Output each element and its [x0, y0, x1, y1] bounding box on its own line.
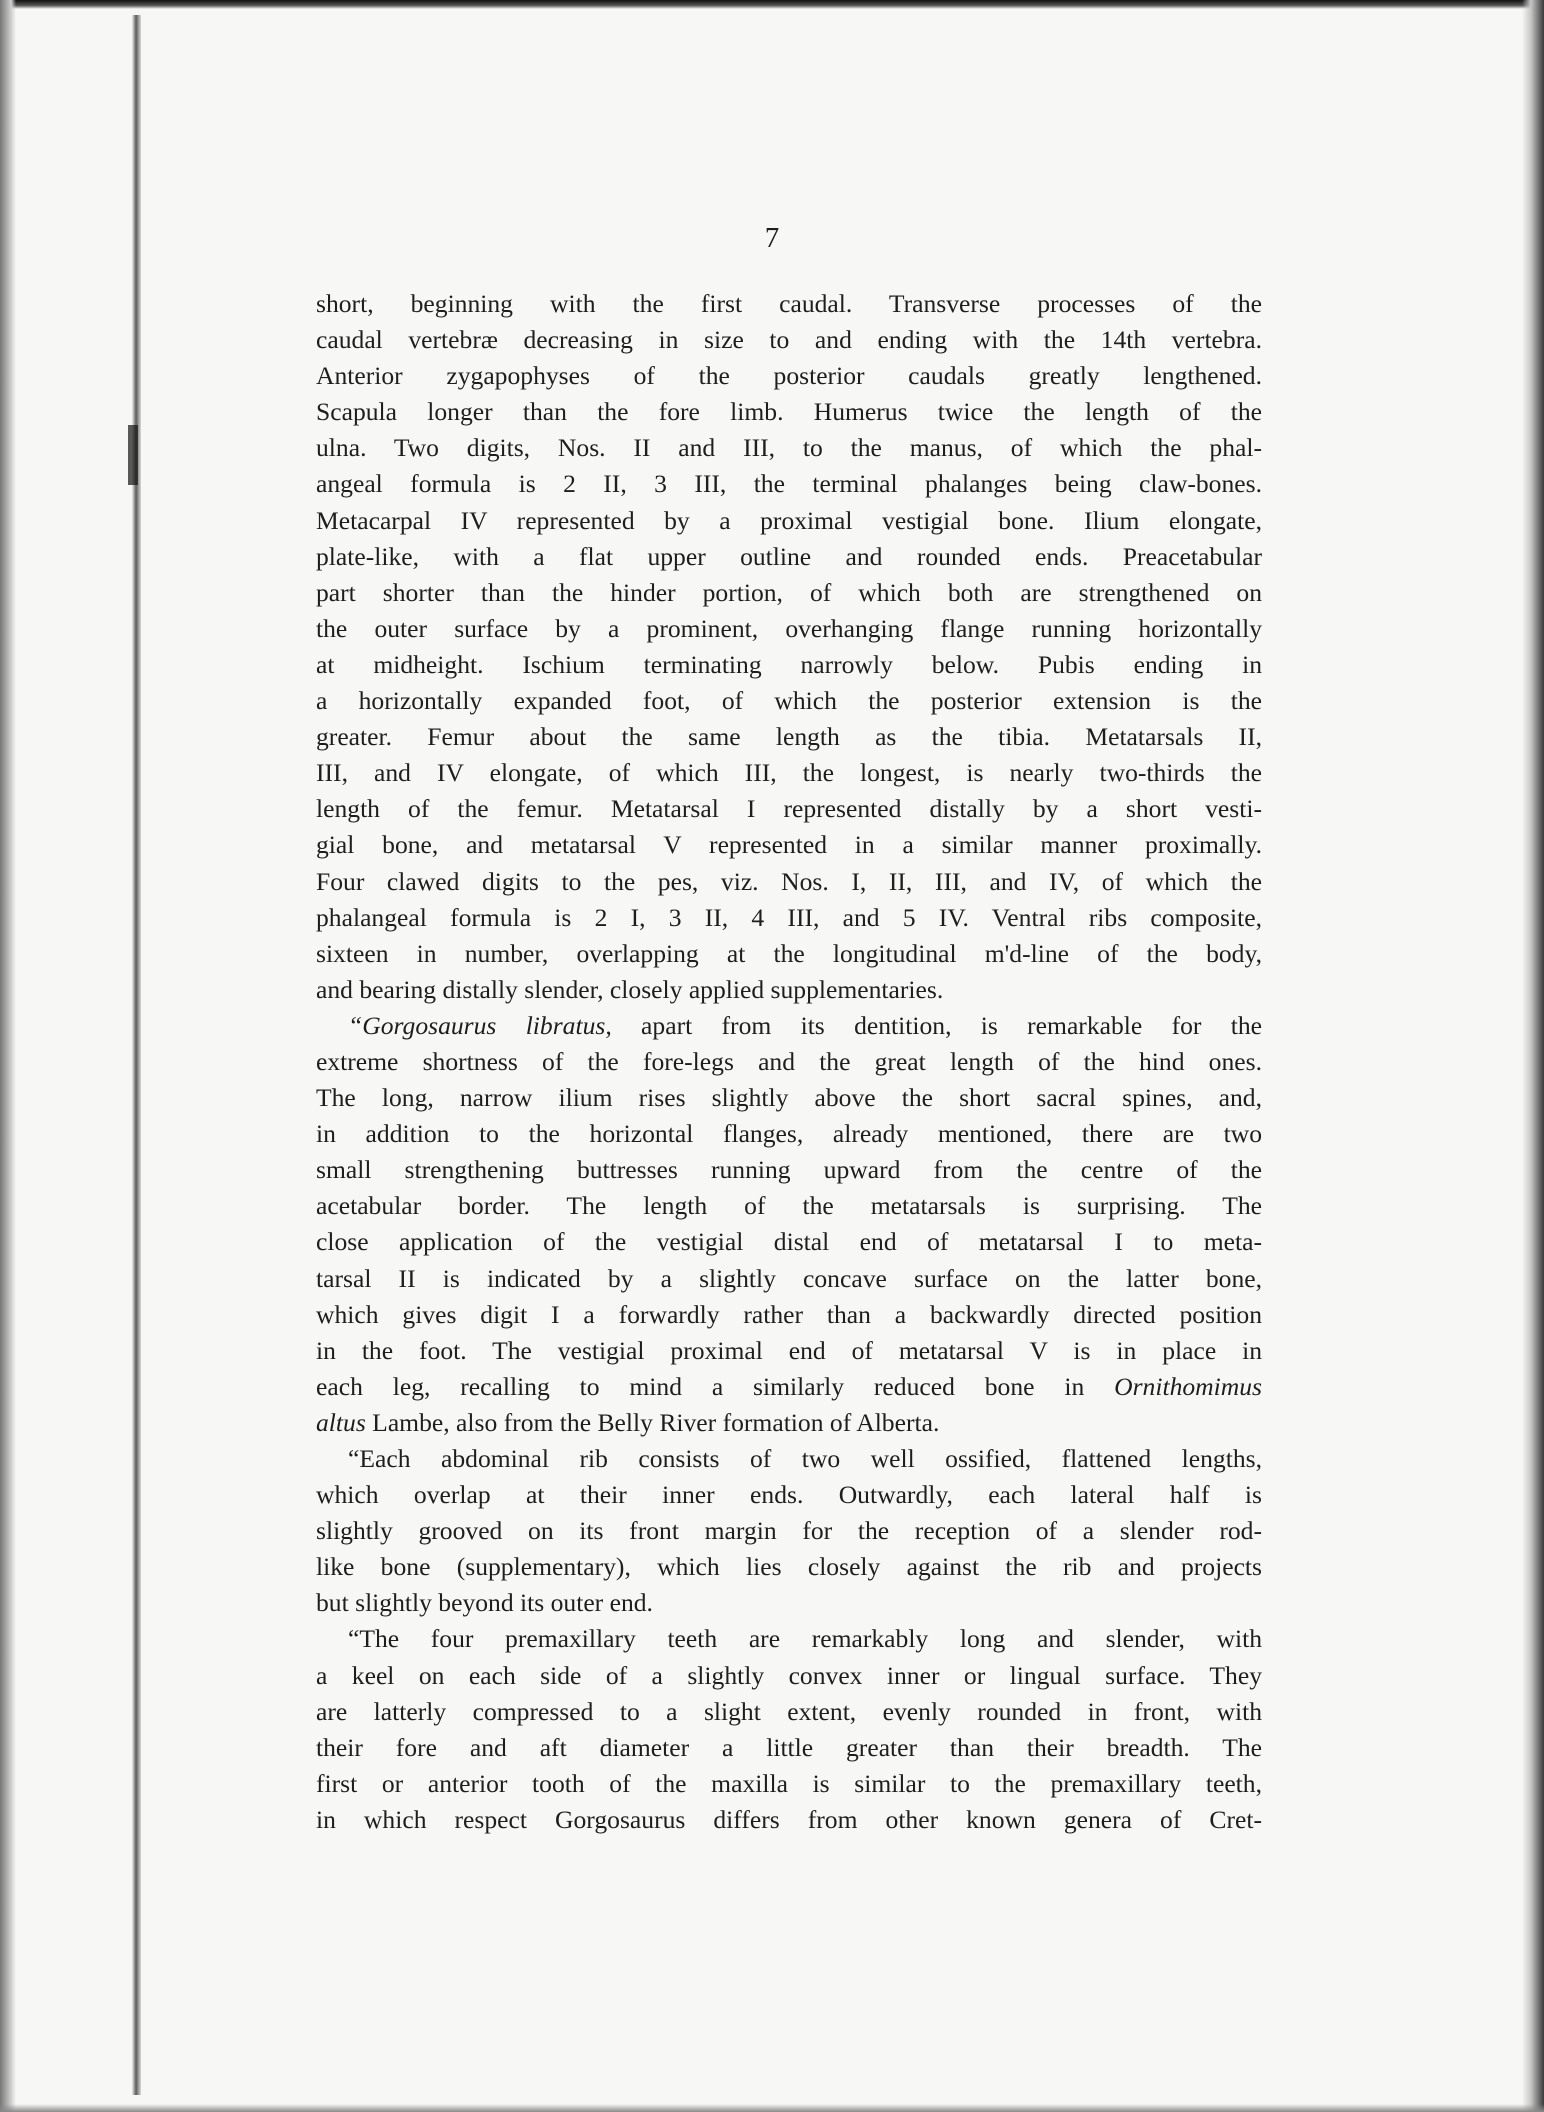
scan-edge-right — [1522, 0, 1544, 2112]
text-line: first or anterior tooth of the maxilla is similar to the premaxillary teeth, — [316, 1768, 1262, 1798]
text-line: in which respect Gorgosaurus differs from other known genera of Cret- — [316, 1804, 1262, 1834]
text-line: Metacarpal IV represented by a proximal vestigial bone. Ilium elongate, — [316, 505, 1262, 535]
text-line: gial bone, and metatarsal V represented in a similar manner proximally. — [316, 830, 1262, 860]
text-line: short, beginning with the first caudal. Transverse processes of the — [316, 289, 1262, 318]
scan-edge-bottom — [0, 2104, 1544, 2112]
text-line: are latterly compressed to a slight extent, evenly rounded in front, with — [316, 1696, 1262, 1726]
text-line: phalangeal formula is 2 I, 3 II, 4 III, and 5 IV. Ventral ribs composite, — [316, 902, 1262, 932]
text-line: a horizontally expanded foot, of which the posterior extension is the — [316, 686, 1262, 716]
italic-text: Ornithomimus — [1114, 1371, 1262, 1401]
text-line: length of the femur. Metatarsal I represented distally by a short vesti- — [316, 794, 1262, 824]
text-line: caudal vertebræ decreasing in size to and ending with the 14th vertebra. — [316, 325, 1262, 355]
text-run: each leg, recalling to mind a similarly reduced bone in — [316, 1371, 1115, 1401]
text-run: Lambe, also from the Belly River formation of Alberta. — [365, 1407, 940, 1437]
text-line: like bone (supplementary), which lies closely against the rib and projects — [316, 1552, 1262, 1582]
text-line: which gives digit I a forwardly rather than a backwardly directed position — [316, 1299, 1262, 1329]
text-line: slightly grooved on its front margin for the reception of a slender rod- — [316, 1516, 1262, 1546]
text-line: at midheight. Ischium terminating narrowly below. Pubis ending in — [316, 649, 1262, 679]
text-line — [316, 1369, 1262, 1405]
text-line: “The four premaxillary teeth are remarkably long and slender, with — [348, 1624, 1262, 1654]
scan-edge-top — [0, 0, 1544, 9]
text-line: acetabular border. The length of the metatarsals is surprising. The — [316, 1191, 1262, 1221]
text-line: Anterior zygapophyses of the posterior caudals greatly lengthened. — [316, 361, 1262, 391]
body-text — [316, 286, 1262, 1838]
binding-mark — [128, 425, 138, 485]
italic-text: “Gorgosaurus libratus, — [348, 1010, 612, 1040]
text-line: The long, narrow ilium rises slightly above the short sacral spines, and, — [316, 1083, 1262, 1113]
text-line: a keel on each side of a slightly convex inner or lingual surface. They — [316, 1660, 1262, 1690]
scan-edge-left — [0, 0, 16, 2112]
text-line: plate-like, with a flat upper outline and rounded ends. Preacetabular — [316, 541, 1262, 571]
text-line — [316, 1405, 1262, 1441]
text-line: tarsal II is indicated by a slightly concave surface on the latter bone, — [316, 1263, 1262, 1293]
text-line: their fore and aft diameter a little greater than their breadth. The — [316, 1732, 1262, 1762]
text-line: in addition to the horizontal flanges, already mentioned, there are two — [316, 1119, 1262, 1149]
text-line: the outer surface by a prominent, overhanging flange running horizontally — [316, 613, 1262, 643]
text-line: part shorter than the hinder portion, of which both are strengthened on — [316, 577, 1262, 607]
binding-shadow — [132, 15, 141, 2095]
text-line — [316, 1008, 1262, 1044]
text-line: Scapula longer than the fore limb. Humerus twice the length of the — [316, 397, 1262, 427]
page-number: 7 — [764, 222, 780, 254]
text-line: III, and IV elongate, of which III, the longest, is nearly two-thirds the — [316, 758, 1262, 788]
text-line: greater. Femur about the same length as the tibia. Metatarsals II, — [316, 722, 1262, 752]
text-line: which overlap at their inner ends. Outwardly, each lateral half is — [316, 1480, 1262, 1510]
text-line: sixteen in number, overlapping at the longitudinal m'd-line of the body, — [316, 938, 1262, 968]
text-line: extreme shortness of the fore-legs and the great length of the hind ones. — [316, 1046, 1262, 1076]
text-line: Four clawed digits to the pes, viz. Nos. I, II, III, and IV, of which the — [316, 866, 1262, 896]
text-line: angeal formula is 2 II, 3 III, the terminal phalanges being claw-bones. — [316, 469, 1262, 499]
text-line: “Each abdominal rib consists of two well ossified, flattened lengths, — [348, 1444, 1262, 1473]
text-line: and bearing distally slender, closely applied supplementaries. — [316, 974, 944, 1004]
text-line: small strengthening buttresses running upward from the centre of the — [316, 1155, 1262, 1185]
text-line: but slightly beyond its outer end. — [316, 1588, 653, 1618]
text-run: apart from its dentition, is remarkable for the — [611, 1010, 1262, 1040]
italic-text: altus — [316, 1407, 366, 1437]
text-line: close application of the vestigial distal end of metatarsal I to meta- — [316, 1227, 1262, 1257]
text-line: ulna. Two digits, Nos. II and III, to the manus, of which the phal- — [316, 433, 1262, 463]
text-line: in the foot. The vestigial proximal end of metatarsal V is in place in — [316, 1335, 1262, 1365]
